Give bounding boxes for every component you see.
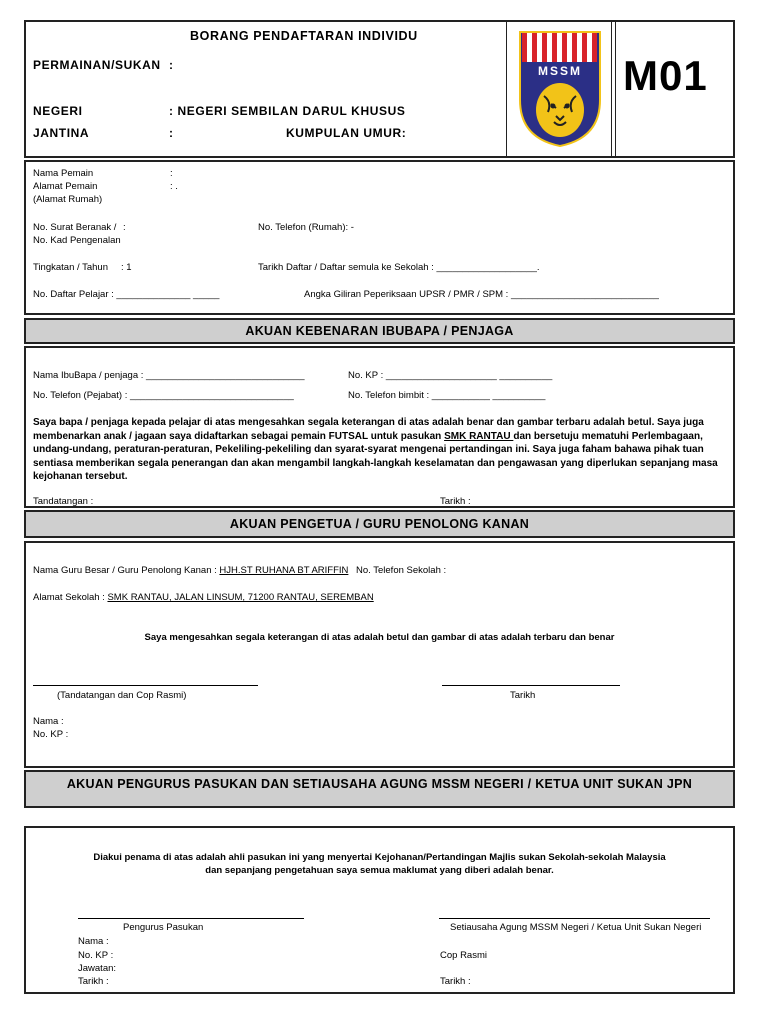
secretary-caption: Setiausaha Agung MSSM Negeri / Ketua Unit Sukan Negeri — [450, 922, 702, 933]
official-kp-field: No. KP : — [78, 950, 114, 961]
secretary-signature-line — [439, 918, 710, 919]
parent-declaration-part1: Saya bapa / penjaga kepada pelajar di atas mengesahkan segala keterangan di atas adalah benar dan gambar terbaru adalah betul. Saya juga membenarkan anak / jagaan saya didaftarkan sebagai pemain FUTSAL untuk pasukan — [33, 417, 704, 442]
age-group-label: KUMPULAN UMUR: — [286, 126, 407, 140]
parent-kp: No. KP : _____________________ __________ — [348, 370, 553, 381]
sport-label: PERMAINAN/SUKAN — [33, 58, 161, 72]
birth-cert-colon: : — [123, 222, 126, 233]
player-address-label: Alamat Pemain — [33, 181, 98, 192]
official-declaration-1: Diakui penama di atas adalah ahli pasukan ini yang menyertai Kejohanan/Pertandingan Majlis sukan Sekolah-sekolah Malaysia — [93, 852, 666, 863]
official-banner: AKUAN PENGURUS PASUKAN DAN SETIAUSAHA AGUNG MSSM NEGERI / KETUA UNIT SUKAN JPN — [24, 770, 735, 808]
gender-colon: : — [169, 126, 174, 140]
form-year-value: : 1 — [121, 262, 132, 273]
logo-text: MSSM — [538, 64, 582, 78]
mssm-logo-icon — [518, 30, 602, 148]
school-phone: No. Telefon Sekolah : — [356, 565, 447, 576]
parent-name: Nama IbuBapa / penjaga : ______________________________ — [33, 370, 305, 381]
principal-name-label: Nama Guru Besar / Guru Penolong Kanan : — [33, 565, 220, 576]
player-name-label: Nama Pemain — [33, 168, 94, 179]
parent-date: Tarikh : — [440, 496, 471, 506]
parent-signature-row — [26, 494, 733, 506]
sport-colon: : — [169, 58, 174, 72]
gender-label: JANTINA — [33, 126, 90, 140]
manager-caption: Pengurus Pasukan — [123, 922, 204, 933]
official-name-field: Nama : — [78, 936, 109, 947]
school-address-value: SMK RANTAU, JALAN LINSUM, 71200 RANTAU, SEREMBAN — [107, 592, 374, 603]
form-code-cell — [612, 22, 616, 156]
official-date-field-right: Tarikh : — [440, 976, 471, 987]
player-address-sub: (Alamat Rumah) — [33, 194, 103, 205]
principal-name-field: Nama : — [33, 716, 64, 727]
player-name-colon: : — [170, 168, 173, 179]
exam-no: Angka Giliran Peperiksaan UPSR / PMR / SPM : ____________________________ — [304, 289, 659, 300]
parent-signature: Tandatangan : — [33, 496, 94, 506]
ic-label: No. Kad Pengenalan — [33, 235, 121, 246]
parent-mobile-phone: No. Telefon bimbit : ___________ __________ — [348, 390, 546, 401]
principal-kp-field: No. KP : — [33, 729, 69, 740]
player-address-colon: : . — [170, 181, 178, 192]
parent-office-phone: No. Telefon (Pejabat) : _______________________________ — [33, 390, 294, 401]
official-date-field: Tarikh : — [78, 976, 109, 987]
principal-name-value: HJH.ST RUHANA BT ARIFFIN — [219, 565, 349, 576]
state-label: NEGERI — [33, 104, 83, 118]
state-value: : NEGERI SEMBILAN DARUL KHUSUS — [169, 104, 406, 118]
form-code: M01 — [623, 52, 708, 99]
parent-declaration — [33, 416, 723, 484]
birth-cert-label: No. Surat Beranak / — [33, 222, 117, 233]
school-address-row — [33, 592, 374, 603]
parent-banner: AKUAN KEBENARAN IBUBAPA / PENJAGA — [24, 318, 735, 344]
form-year-label: Tingkatan / Tahun — [33, 262, 108, 273]
principal-signature-line — [33, 685, 258, 686]
school-address-label: Alamat Sekolah : — [33, 592, 108, 603]
home-phone: No. Telefon (Rumah): - — [258, 222, 354, 233]
principal-name-row — [33, 565, 348, 576]
manager-signature-line — [78, 918, 304, 919]
form-title: BORANG PENDAFTARAN INDIVIDU — [190, 29, 418, 43]
official-stamp-field: Cop Rasmi — [440, 950, 487, 961]
parent-declaration-part2: dan bersetuju mematuhi Perlembagaan, undang-undang, peraturan-peraturan, Pekeliling-pekeliling dan syarat-syarat mengenai pertandingan ini. Saya juga faham bahawa pihak tuan sentiasa memberikan segala penerangan dan akan mengambil langkah-langkah keselamatan dan pengawasan yang diperlukan sepanjang masa kejohanan tersebut. — [33, 430, 718, 482]
principal-declaration: Saya mengesahkan segala keterangan di atas adalah betul dan gambar di atas adalah terbaru dan benar — [144, 632, 615, 643]
principal-date-caption: Tarikh — [510, 690, 536, 701]
official-declaration-2: dan sepanjang pengetahuan saya semua maklumat yang diberi adalah benar. — [205, 865, 554, 876]
principal-date-line — [442, 685, 620, 686]
principal-banner: AKUAN PENGETUA / GURU PENOLONG KANAN — [24, 510, 735, 538]
parent-school-name: SMK RANTAU — [444, 430, 514, 442]
official-position-field: Jawatan: — [78, 963, 117, 974]
register-date: Tarikh Daftar / Daftar semula ke Sekolah : ___________________. — [258, 262, 540, 273]
student-no: No. Daftar Pelajar : ______________ _____ — [33, 289, 220, 300]
principal-signature-caption: (Tandatangan dan Cop Rasmi) — [57, 690, 187, 701]
